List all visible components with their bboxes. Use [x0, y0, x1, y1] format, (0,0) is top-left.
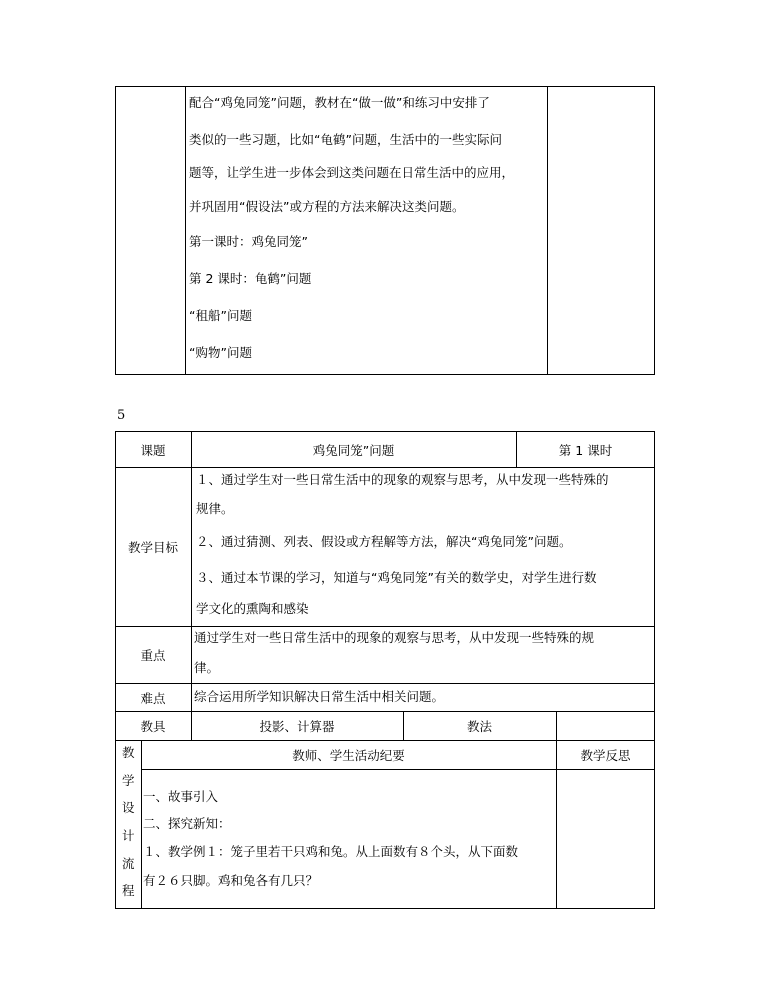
tools-value: 投影、计算器 [259, 719, 335, 734]
activity-header: 教师、学生活动纪要 [292, 747, 405, 763]
top-table-divider-right [547, 86, 548, 375]
top-table-divider-left [185, 86, 186, 375]
activity-header-cell [141, 740, 557, 770]
difficulty-text: 综合运用所学知识解决日常生活中相关问题。 [194, 689, 445, 704]
difficulty-label: 难点 [140, 690, 166, 706]
goal-line-1: １、通过学生对一些日常生活中的现象的观察与思考，从中发现一些特殊的 [196, 472, 609, 487]
reflection-header: 教学反思 [580, 747, 631, 763]
tools-value-cell [191, 711, 404, 741]
activity-line-4: 有２６只脚。鸡和兔各有几只？ [143, 873, 319, 888]
page-number: 5 [117, 408, 126, 423]
tools-label: 教具 [140, 719, 166, 734]
key-line-1: 通过学生对一些日常生活中的现象的观察与思考，从中发现一些特殊的规 [194, 630, 595, 645]
period-text: 第 1 课时 [558, 442, 613, 458]
method-value-cell [556, 711, 655, 741]
top-line-2: 类似的一些习题，比如“龟鹤”问题，生活中的一些实际问 [189, 132, 502, 147]
goal-line-5: 学文化的熏陶和感染 [196, 601, 309, 616]
top-line-7: “租船”问题 [189, 308, 252, 323]
process-char-6: 程 [122, 883, 135, 898]
key-label: 重点 [140, 648, 166, 663]
top-line-8: “购物”问题 [189, 345, 252, 360]
period-cell [516, 431, 655, 468]
process-char-3: 设 [122, 800, 135, 815]
top-line-5: 第一课时：鸡兔同笼” [189, 234, 308, 249]
top-line-1: 配合“鸡兔同笼”问题，教材在“做一做”和练习中安排了 [189, 95, 490, 110]
goal-line-3: ２、通过猜测、列表、假设或方程解等方法，解决“鸡兔同笼”问题。 [196, 534, 572, 549]
activity-line-1: 一、故事引入 [143, 789, 219, 804]
top-line-3: 题等，让学生进一步体会到这类问题在日常生活中的应用， [189, 165, 515, 180]
method-label-cell [403, 711, 557, 741]
goal-line-2: 规律。 [196, 501, 234, 516]
activity-line-2: 二、探究新知： [143, 816, 231, 831]
process-char-1: 教 [122, 745, 135, 760]
topic-value-cell [191, 431, 517, 468]
topic-label-cell [115, 431, 192, 468]
topic-label: 课题 [140, 442, 166, 458]
process-char-4: 计 [122, 828, 135, 843]
top-line-4: 并巩固用“假设法”或方程的方法来解决这类问题。 [189, 199, 465, 214]
process-char-5: 流 [122, 856, 135, 871]
reflection-header-cell [556, 740, 655, 770]
key-label-cell [115, 626, 192, 684]
goals-label: 教学目标 [127, 540, 178, 555]
key-line-2: 律。 [194, 660, 220, 675]
process-char-2: 学 [122, 773, 135, 788]
top-line-6: 第 2 课时：龟鹤”问题 [189, 271, 312, 286]
tools-label-cell [115, 711, 192, 741]
top-table [115, 86, 655, 375]
activity-line-3: １、教学例１：笼子里若干只鸡和兔。从上面数有８个头，从下面数 [143, 844, 519, 859]
goals-label-cell [115, 467, 192, 627]
difficulty-label-cell [115, 683, 192, 712]
topic-value: 鸡兔同笼”问题 [312, 442, 395, 458]
goal-line-4: ３、通过本节课的学习，知道与“鸡兔同笼”有关的数学史，对学生进行数 [196, 570, 597, 585]
method-label: 教法 [466, 719, 492, 734]
